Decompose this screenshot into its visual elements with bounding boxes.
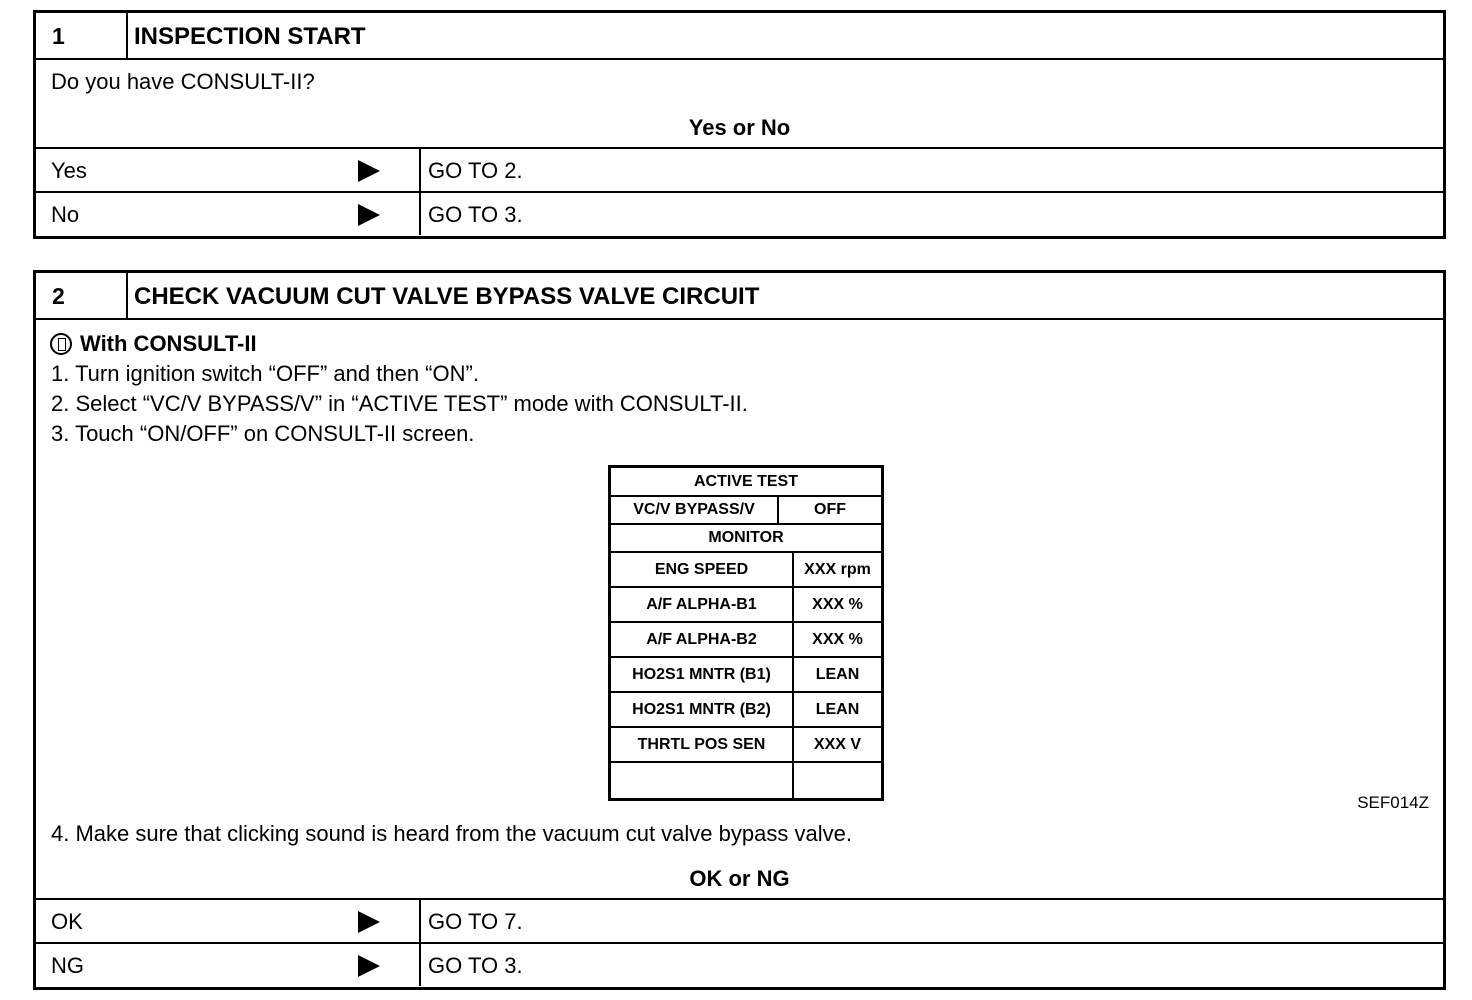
monitor-item-value: LEAN <box>815 666 860 683</box>
consult-label: With CONSULT-II <box>80 331 257 356</box>
step-2-header <box>36 273 1443 320</box>
monitor-data-row <box>611 588 881 623</box>
consult-icon <box>50 333 72 355</box>
active-test-item-row <box>611 497 881 525</box>
step-2-block <box>33 270 1446 990</box>
step-1-block <box>33 10 1446 239</box>
monitor-data-row <box>611 728 881 763</box>
arrow-right-icon <box>358 955 380 977</box>
answer-header: OK or NG <box>689 866 790 891</box>
active-test-item-value: OFF <box>814 501 846 518</box>
active-test-title-row <box>611 468 881 497</box>
step-number: 2 <box>36 273 128 318</box>
step-title: CHECK VACUUM CUT VALVE BYPASS VALVE CIRCUIT <box>134 283 760 310</box>
step-1-header <box>36 13 1443 60</box>
step-title: INSPECTION START <box>134 23 366 50</box>
answer-header: Yes or No <box>688 115 791 140</box>
result-label: OK <box>51 909 83 934</box>
result-row-ok <box>36 898 1443 942</box>
instruction-2: 2. Select “VC/V BYPASS/V” in “ACTIVE TEST” mode with CONSULT-II. <box>51 391 748 416</box>
monitor-item-name: A/F ALPHA-B1 <box>611 588 794 621</box>
monitor-data-row <box>611 623 881 658</box>
arrow-right-icon <box>358 911 380 933</box>
result-label: Yes <box>51 158 87 183</box>
monitor-item-name: ENG SPEED <box>611 553 794 586</box>
monitor-label: MONITOR <box>708 529 784 546</box>
monitor-item-value: XXX V <box>813 736 862 753</box>
monitor-data-row <box>611 553 881 588</box>
arrow-right-icon <box>358 160 380 182</box>
figure-code: SEF014Z <box>1357 793 1429 812</box>
active-test-item: VC/V BYPASS/V <box>611 497 779 523</box>
instruction-1: 1. Turn ignition switch “OFF” and then “ON”. <box>51 361 479 386</box>
result-label: No <box>51 202 80 227</box>
monitor-item-name: A/F ALPHA-B2 <box>611 623 794 656</box>
result-row-ng <box>36 942 1443 986</box>
monitor-item-name <box>611 763 794 798</box>
monitor-data-row <box>611 693 881 728</box>
result-goto: GO TO 3. <box>428 202 523 227</box>
instruction-4: 4. Make sure that clicking sound is heard from the vacuum cut valve bypass valve. <box>51 821 852 846</box>
instruction-3: 3. Touch “ON/OFF” on CONSULT-II screen. <box>51 421 475 446</box>
result-label: NG <box>51 953 84 978</box>
result-goto: GO TO 7. <box>428 909 523 934</box>
step-number: 1 <box>36 13 128 58</box>
monitor-row <box>611 525 881 553</box>
monitor-data-row <box>611 763 881 798</box>
result-goto: GO TO 2. <box>428 158 523 183</box>
monitor-item-name: HO2S1 MNTR (B1) <box>611 658 794 691</box>
result-row-yes <box>36 147 1443 191</box>
monitor-item-value: XXX rpm <box>804 561 871 578</box>
monitor-item-value: XXX % <box>812 631 863 648</box>
monitor-item-name: HO2S1 MNTR (B2) <box>611 693 794 726</box>
question-text: Do you have CONSULT-II? <box>51 69 315 94</box>
consult-heading <box>50 331 257 357</box>
result-goto: GO TO 3. <box>428 953 523 978</box>
result-row-no <box>36 191 1443 235</box>
active-test-table <box>608 465 884 801</box>
monitor-item-name: THRTL POS SEN <box>611 728 794 761</box>
monitor-item-value: XXX % <box>812 596 863 613</box>
monitor-data-row <box>611 658 881 693</box>
monitor-item-value: LEAN <box>815 701 860 718</box>
active-test-title: ACTIVE TEST <box>693 473 798 490</box>
monitor-item-value <box>794 763 881 798</box>
arrow-right-icon <box>358 204 380 226</box>
